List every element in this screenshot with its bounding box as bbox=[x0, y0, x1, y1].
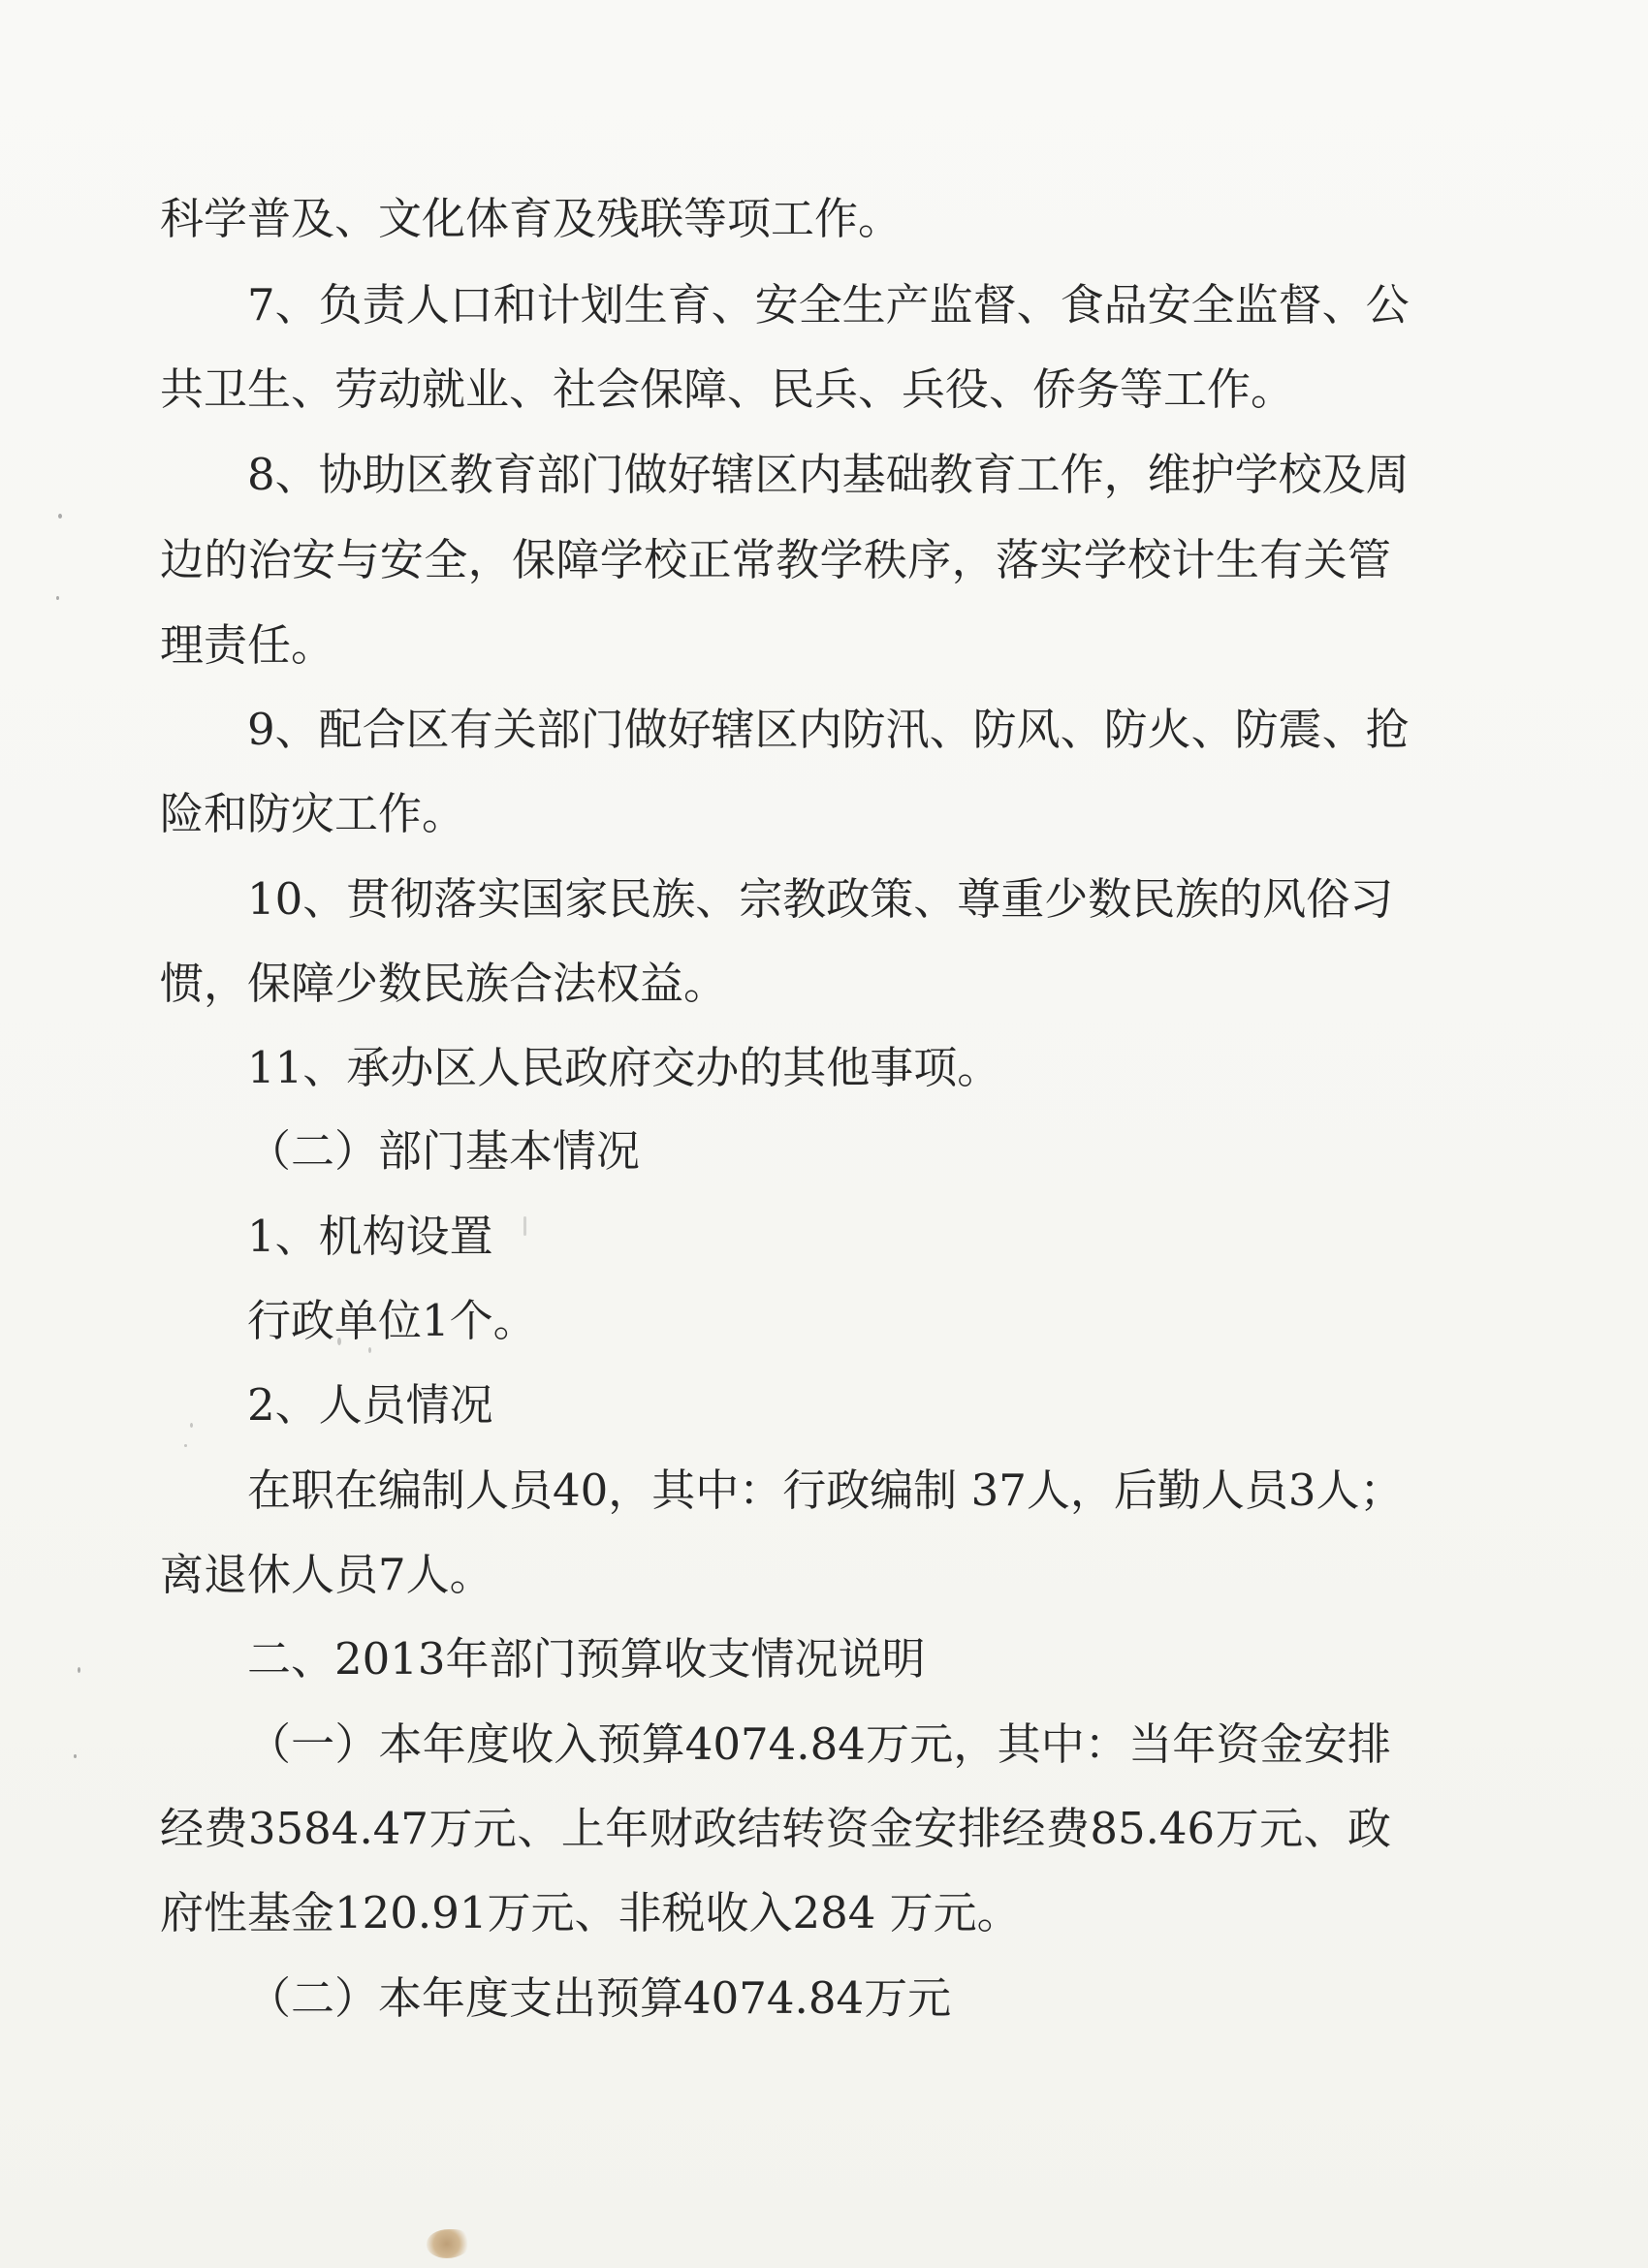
text-line: 离退休人员7人。 bbox=[160, 1549, 493, 1600]
scan-speck bbox=[56, 596, 59, 600]
text-line: 行政单位1个。 bbox=[247, 1295, 537, 1346]
text-line: 经费3584.47万元、上年财政结转资金安排经费85.46万元、政 bbox=[160, 1803, 1391, 1854]
text-line: 在职在编制人员40，其中：行政编制 37人，后勤人员3人； bbox=[247, 1465, 1404, 1516]
paper-stain bbox=[427, 2229, 471, 2258]
text-line: 11、承办区人民政府交办的其他事项。 bbox=[247, 1042, 1001, 1093]
scan-speck bbox=[58, 514, 62, 519]
text-line: 8、协助区教育部门做好辖区内基础教育工作，维护学校及周 bbox=[247, 449, 1410, 500]
section-heading: （二）部门基本情况 bbox=[247, 1125, 641, 1177]
scan-speck bbox=[190, 1423, 193, 1428]
text-line: 共卫生、劳动就业、社会保障、民兵、兵役、侨务等工作。 bbox=[160, 363, 1295, 415]
text-line: 7、负责人口和计划生育、安全生产监督、食品安全监督、公 bbox=[247, 279, 1410, 331]
section-heading: 二、2013年部门预算收支情况说明 bbox=[247, 1633, 926, 1685]
scan-speck bbox=[78, 1667, 80, 1673]
scan-speck bbox=[368, 1347, 371, 1353]
subsection-heading: 1、机构设置 bbox=[247, 1211, 493, 1262]
text-line: 理责任。 bbox=[160, 619, 335, 671]
text-line: 科学普及、文化体育及残联等项工作。 bbox=[160, 193, 903, 244]
text-line: 10、贯彻落实国家民族、宗教政策、尊重少数民族的风俗习 bbox=[247, 873, 1394, 925]
text-line: （二）本年度支出预算4074.84万元 bbox=[247, 1972, 952, 2024]
scan-speck bbox=[337, 1338, 341, 1345]
scan-speck bbox=[523, 1216, 526, 1236]
text-line: 府性基金120.91万元、非税收入284 万元。 bbox=[160, 1887, 1021, 1938]
text-line: （一）本年度收入预算4074.84万元，其中：当年资金安排 bbox=[247, 1718, 1391, 1770]
scan-speck bbox=[74, 1754, 77, 1758]
text-line: 边的治安与安全，保障学校正常教学秩序，落实学校计生有关管 bbox=[160, 534, 1391, 585]
text-line: 险和防灾工作。 bbox=[160, 788, 466, 839]
text-line: 惯，保障少数民族合法权益。 bbox=[160, 958, 728, 1009]
subsection-heading: 2、人员情况 bbox=[247, 1379, 493, 1431]
scan-speck bbox=[184, 1444, 187, 1447]
text-line: 9、配合区有关部门做好辖区内防汛、防风、防火、防震、抢 bbox=[247, 704, 1410, 755]
